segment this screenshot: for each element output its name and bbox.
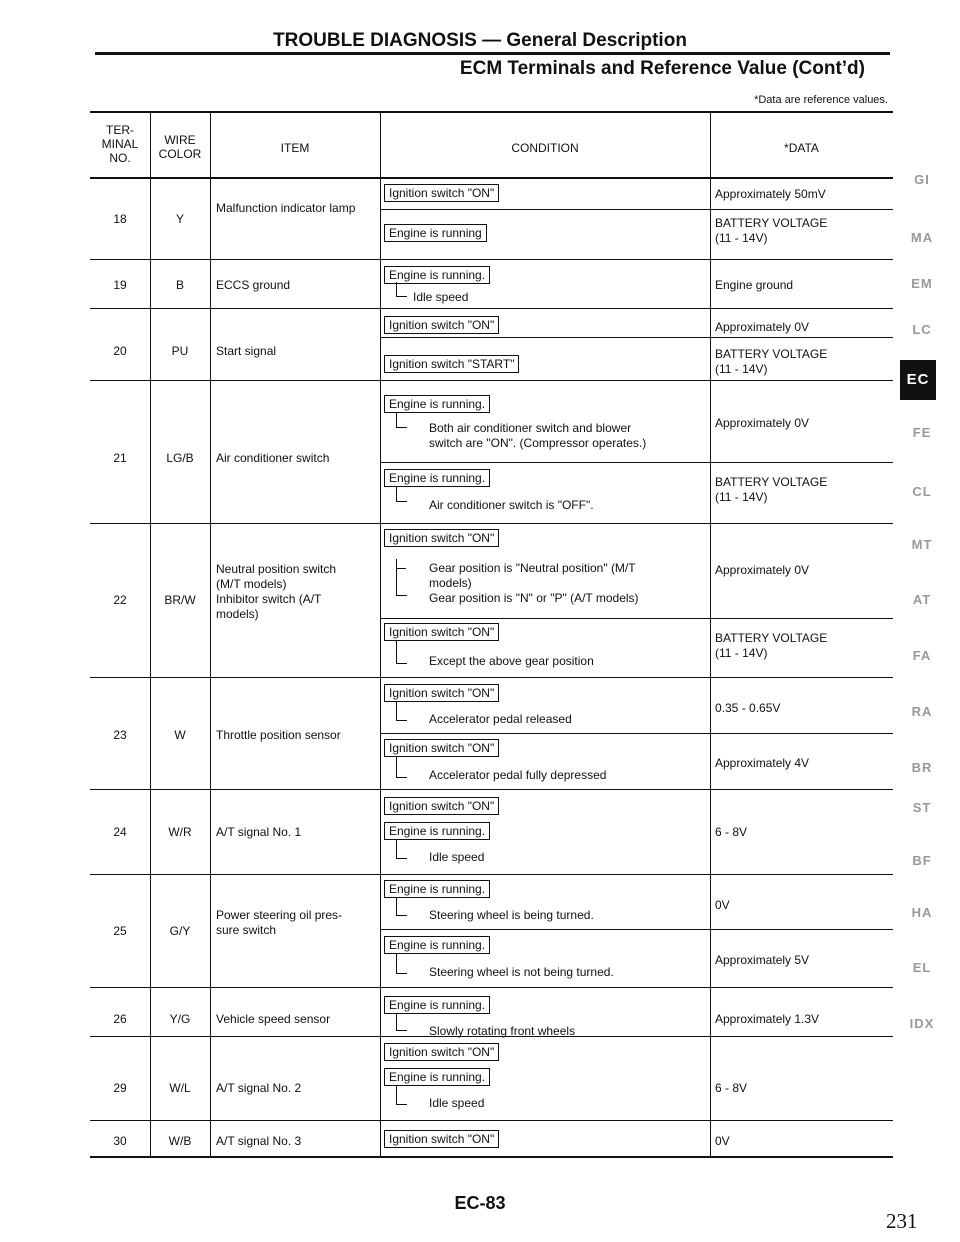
condition-box: Engine is running. bbox=[384, 395, 490, 413]
item-name: A/T signal No. 2 bbox=[216, 1081, 302, 1095]
item-name: ECCS ground bbox=[216, 278, 291, 292]
condition-box: Engine is running. bbox=[384, 880, 490, 898]
header-rule bbox=[95, 52, 890, 55]
condition-divider bbox=[380, 462, 893, 463]
data-value: BATTERY VOLTAGE (11 - 14V) bbox=[715, 631, 828, 660]
side-tab-ec-active: EC bbox=[900, 360, 936, 400]
col-divider bbox=[380, 111, 381, 1158]
terminal-no: 24 bbox=[113, 825, 127, 839]
col-divider bbox=[710, 111, 711, 1158]
condition-detail: Accelerator pedal released bbox=[429, 712, 572, 726]
col-header-terminal bbox=[90, 123, 150, 165]
condition-box: Ignition switch "START" bbox=[384, 355, 519, 373]
condition-detail: Idle speed bbox=[413, 290, 469, 304]
col-header-data: *DATA bbox=[784, 141, 819, 155]
row-divider bbox=[90, 987, 893, 988]
condition-detail: Except the above gear position bbox=[429, 654, 594, 668]
wire-color: PU bbox=[171, 344, 189, 358]
side-tab-at: AT bbox=[912, 592, 932, 607]
condition-detail: Idle speed bbox=[429, 1096, 485, 1110]
col-header-terminal-line: MINAL bbox=[101, 137, 139, 151]
reference-note: *Data are reference values. bbox=[754, 94, 888, 106]
condition-detail: Steering wheel is being turned. bbox=[429, 908, 594, 922]
condition-divider bbox=[380, 618, 893, 619]
condition-box: Ignition switch "ON" bbox=[384, 1043, 499, 1061]
side-tab-br: BR bbox=[911, 760, 933, 775]
condition-detail: Air conditioner switch is "OFF". bbox=[429, 498, 594, 512]
section-title: ECM Terminals and Reference Value (Cont’d) bbox=[459, 58, 865, 79]
side-tab-bf: BF bbox=[912, 853, 932, 868]
condition-box: Engine is running bbox=[384, 224, 487, 242]
data-value: Approximately 50mV bbox=[715, 187, 826, 201]
data-value: 0V bbox=[715, 1134, 730, 1148]
side-tab-ra: RA bbox=[911, 704, 933, 719]
condition-detail: Both air conditioner switch and blower switch are "ON". (Compressor operates.) bbox=[429, 421, 647, 450]
condition-detail: Slowly rotating front wheels bbox=[429, 1024, 576, 1038]
terminal-no: 25 bbox=[113, 924, 127, 938]
condition-detail: Idle speed bbox=[429, 850, 485, 864]
data-value: 0V bbox=[715, 898, 730, 912]
bracket-line bbox=[396, 641, 407, 664]
item-name: Power steering oil pres- sure switch bbox=[216, 908, 343, 937]
item-name: Vehicle speed sensor bbox=[216, 1012, 331, 1026]
condition-box: Ignition switch "ON" bbox=[384, 797, 499, 815]
col-header-terminal-line: TER- bbox=[106, 123, 134, 137]
side-tab-fa: FA bbox=[912, 648, 932, 663]
item-name: Neutral position switch (M/T models) Inhibitor switch (A/T models) bbox=[216, 562, 337, 621]
page-title: TROUBLE DIAGNOSIS — General Description bbox=[273, 30, 687, 51]
row-divider bbox=[90, 789, 893, 790]
bracket-line bbox=[396, 1086, 407, 1105]
side-tab-em: EM bbox=[911, 276, 933, 291]
condition-box: Ignition switch "ON" bbox=[384, 529, 499, 547]
side-tab-mt: MT bbox=[911, 537, 933, 552]
condition-detail: Gear position is "Neutral position" (M/T models) Gear position is "N" or "P" (A/T models) bbox=[429, 561, 639, 605]
condition-box: Engine is running. bbox=[384, 996, 490, 1014]
data-value: Approximately 4V bbox=[715, 756, 810, 770]
item-name: Start signal bbox=[216, 344, 277, 358]
condition-box: Engine is running. bbox=[384, 266, 490, 284]
data-value: Approximately 0V bbox=[715, 563, 810, 577]
page-code: EC-83 bbox=[454, 1193, 506, 1213]
condition-box: Engine is running. bbox=[384, 1068, 490, 1086]
condition-box: Engine is running. bbox=[384, 469, 490, 487]
side-tab-fe: FE bbox=[912, 425, 932, 440]
bracket-line bbox=[396, 487, 407, 502]
wire-color: W/B bbox=[168, 1134, 192, 1148]
row-divider bbox=[90, 523, 893, 524]
row-divider bbox=[90, 259, 893, 260]
col-header-terminal-line: NO. bbox=[109, 151, 131, 165]
terminal-no: 18 bbox=[113, 212, 127, 226]
row-divider bbox=[90, 380, 893, 381]
row-divider bbox=[90, 1120, 893, 1121]
bracket-line bbox=[396, 282, 407, 297]
col-header-wire bbox=[150, 133, 210, 161]
data-value: Approximately 0V bbox=[715, 416, 810, 430]
data-value: BATTERY VOLTAGE (11 - 14V) bbox=[715, 216, 828, 245]
bracket-line bbox=[396, 954, 407, 974]
col-header-wire-line: COLOR bbox=[158, 147, 202, 161]
bracket-line bbox=[396, 757, 407, 778]
wire-color: W/L bbox=[169, 1081, 191, 1095]
bracket-tick bbox=[396, 568, 406, 569]
side-tab-gi: GI bbox=[914, 172, 930, 187]
bracket-line bbox=[396, 413, 407, 428]
terminal-no: 20 bbox=[113, 344, 127, 358]
data-value: BATTERY VOLTAGE (11 - 14V) bbox=[715, 347, 828, 376]
item-name: A/T signal No. 3 bbox=[216, 1134, 302, 1148]
wire-color: B bbox=[175, 278, 184, 292]
condition-divider bbox=[380, 929, 893, 930]
condition-detail: Steering wheel is not being turned. bbox=[429, 965, 614, 979]
item-name: Air conditioner switch bbox=[216, 451, 330, 465]
wire-color: LG/B bbox=[166, 451, 194, 465]
side-tab-idx: IDX bbox=[909, 1016, 935, 1031]
row-divider bbox=[90, 874, 893, 875]
ecm-terminal-table bbox=[90, 111, 893, 1158]
data-value: Engine ground bbox=[715, 278, 794, 292]
terminal-no: 19 bbox=[113, 278, 127, 292]
side-tab-cl: CL bbox=[912, 484, 932, 499]
data-value: Approximately 1.3V bbox=[715, 1012, 820, 1026]
condition-box: Ignition switch "ON" bbox=[384, 316, 499, 334]
bracket-line bbox=[396, 702, 407, 721]
wire-color: Y/G bbox=[169, 1012, 191, 1026]
terminal-no: 29 bbox=[113, 1081, 127, 1095]
terminal-no: 26 bbox=[113, 1012, 127, 1026]
condition-box: Ignition switch "ON" bbox=[384, 623, 499, 641]
col-divider bbox=[210, 111, 211, 1158]
wire-color: BR/W bbox=[164, 593, 196, 607]
condition-box: Engine is running. bbox=[384, 936, 490, 954]
data-value: BATTERY VOLTAGE (11 - 14V) bbox=[715, 475, 828, 504]
condition-detail: Accelerator pedal fully depressed bbox=[429, 768, 607, 782]
wire-color: G/Y bbox=[169, 924, 191, 938]
data-value: Approximately 5V bbox=[715, 953, 810, 967]
side-tab-st: ST bbox=[912, 800, 932, 815]
wire-color: W/R bbox=[168, 825, 192, 839]
bracket-line bbox=[396, 840, 407, 859]
side-tab-lc: LC bbox=[912, 322, 932, 337]
col-header-item: ITEM bbox=[280, 141, 310, 155]
side-tab-ha: HA bbox=[911, 905, 933, 920]
item-name: A/T signal No. 1 bbox=[216, 825, 302, 839]
bracket-line bbox=[396, 1014, 407, 1031]
bracket-line bbox=[396, 898, 407, 916]
col-header-wire-line: WIRE bbox=[164, 133, 196, 147]
data-value: 6 - 8V bbox=[715, 1081, 748, 1095]
wire-color: W bbox=[174, 728, 186, 742]
row-divider bbox=[90, 677, 893, 678]
condition-box: Ignition switch "ON" bbox=[384, 739, 499, 757]
terminal-no: 21 bbox=[113, 451, 127, 465]
condition-divider bbox=[380, 733, 893, 734]
col-divider bbox=[150, 111, 151, 1158]
col-header-condition: CONDITION bbox=[511, 141, 579, 155]
side-tab-ma: MA bbox=[910, 230, 934, 245]
condition-box: Ignition switch "ON" bbox=[384, 684, 499, 702]
item-name: Throttle position sensor bbox=[216, 728, 341, 742]
condition-box: Ignition switch "ON" bbox=[384, 184, 499, 202]
data-value: Approximately 0V bbox=[715, 320, 810, 334]
row-divider bbox=[90, 308, 893, 309]
data-value: 6 - 8V bbox=[715, 825, 748, 839]
table-bottom-rule bbox=[90, 1156, 893, 1158]
terminal-no: 22 bbox=[113, 593, 127, 607]
condition-box: Engine is running. bbox=[384, 822, 490, 840]
page-number: 231 bbox=[886, 1209, 918, 1233]
condition-divider bbox=[380, 209, 893, 210]
terminal-no: 30 bbox=[113, 1134, 127, 1148]
wire-color: Y bbox=[175, 212, 184, 226]
condition-box: Ignition switch "ON" bbox=[384, 1130, 499, 1148]
item-name: Malfunction indicator lamp bbox=[216, 201, 356, 215]
condition-divider bbox=[380, 337, 893, 338]
data-value: 0.35 - 0.65V bbox=[715, 701, 781, 715]
side-tab-el: EL bbox=[912, 960, 932, 975]
terminal-no: 23 bbox=[113, 728, 127, 742]
bracket-line bbox=[396, 559, 407, 596]
